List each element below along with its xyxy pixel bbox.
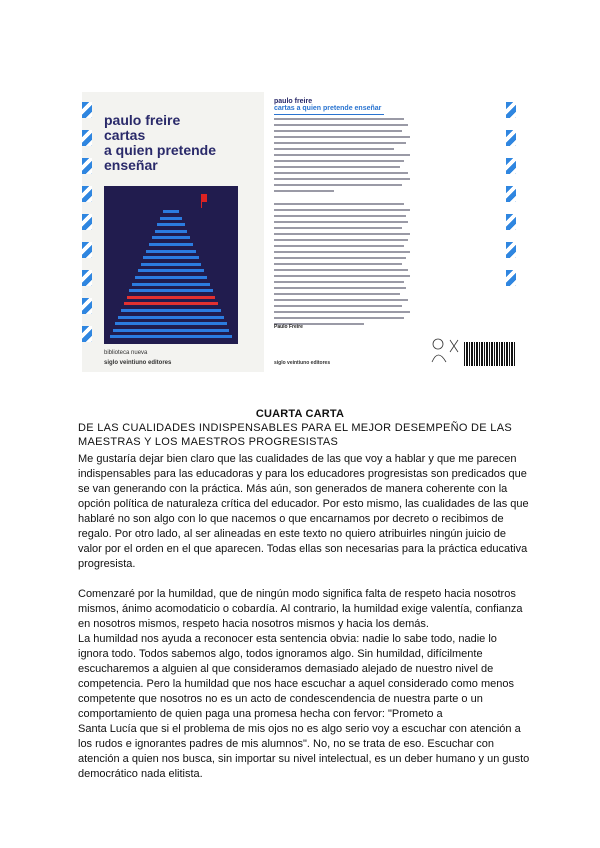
- staircase-illustration: [104, 186, 238, 344]
- back-cover-signature: Paulo Freire: [274, 324, 303, 330]
- book-cover-image: [82, 92, 518, 372]
- back-cover-blurb: [274, 118, 412, 329]
- staircase-step: [118, 316, 224, 319]
- publisher-logo: siglo veintiuno editores: [104, 360, 172, 366]
- back-stripe-decoration: [506, 102, 516, 298]
- back-cover: [274, 92, 518, 372]
- staircase-step: [124, 302, 218, 305]
- series-name: biblioteca nueva: [104, 350, 148, 356]
- front-cover: [82, 92, 264, 372]
- staircase-step: [155, 230, 188, 233]
- staircase-step: [157, 223, 184, 226]
- doodle-illustration: [424, 334, 460, 366]
- front-cover-author: paulo freire: [104, 112, 181, 128]
- staircase-step: [149, 243, 193, 246]
- barcode: [464, 342, 516, 366]
- back-publisher-logo: siglo veintiuno editores: [274, 360, 331, 366]
- staircase-step: [127, 296, 216, 299]
- staircase-step: [138, 269, 204, 272]
- staircase-step: [115, 322, 226, 325]
- letter-heading: CUARTA CARTA: [255, 408, 345, 420]
- staircase-step: [110, 335, 232, 338]
- staircase-step: [143, 256, 198, 259]
- front-cover-title: cartas a quien pretende enseñar: [104, 127, 217, 173]
- staircase-step: [132, 283, 210, 286]
- letter-subheading: DE LAS CUALIDADES INDISPENSABLES PARA EL MEJOR DESEMPEÑO DE LAS MAESTRAS Y LOS MAESTROS PROGRESISTAS: [78, 422, 512, 448]
- paragraph-2: Comenzaré por la humildad, que de ningún modo significa falta de respeto hacia nosotros mismos, ánimo acomodaticio o cobardía. Al contrario, la humildad exige valentía, confianza en nosotros mismos, respeto hacia nosotros mismos y hacia los demás. La humildad nos ayuda a reconocer esta sentencia obvia: nadie lo sabe todo, nadie lo ignora todo. Todos sabemos algo, todos ignoramos algo. Sin humildad, difícilmente escucharemos a alguien al que consideramos demasiado alejado de nuestro nivel de competencia. Pero la humildad que nos hace escuchar a aquel considerado como menos competente que nosotros no es un acto de condescendencia de nuestra parte o un comportamiento de quien paga una promesa hecha con fervor: "Prometo a Santa Lucía que si el problema de mis ojos no es algo serio voy a escuchar con atención a los rudos e ignorantes padres de mis alumnos". No, no se trata de eso. Escuchar con atención a quien nos busca, sin importar su nivel intelectual, es un deber humano y un gusto democrático nada elitista.: [78, 588, 530, 780]
- staircase-step: [163, 210, 179, 213]
- back-cover-author: paulo freire: [274, 98, 313, 105]
- staircase-step: [135, 276, 207, 279]
- staircase-step: [160, 217, 182, 220]
- staircase-step: [129, 289, 212, 292]
- front-stripe-decoration: [82, 102, 92, 354]
- staircase-step: [113, 329, 230, 332]
- staircase-step: [141, 263, 202, 266]
- staircase-step: [152, 236, 190, 239]
- staircase-step: [146, 250, 196, 253]
- staircase-step: [121, 309, 221, 312]
- paragraph-1: Me gustaría dejar bien claro que las cualidades de las que voy a hablar y que me parecen indispensables para las educadoras y para los educadores progresistas son predicados que se van generando con la práctica. Más aún, son generados de manera coherente con la opción política de naturaleza crítica del educador. Por esto mismo, las cualidades de las que hablaré no son algo con lo que nacemos o que encarnamos por decreto o recibimos de regalo. Por otro lado, al ser alineadas en este texto no quiero atribuirles ningún juicio de valor por el orden en el que aparecen. Todas ellas son necesarias para la práctica educativa progresista.: [78, 453, 529, 570]
- back-cover-title: cartas a quien pretende enseñar: [274, 105, 382, 112]
- flag-icon: [202, 194, 207, 202]
